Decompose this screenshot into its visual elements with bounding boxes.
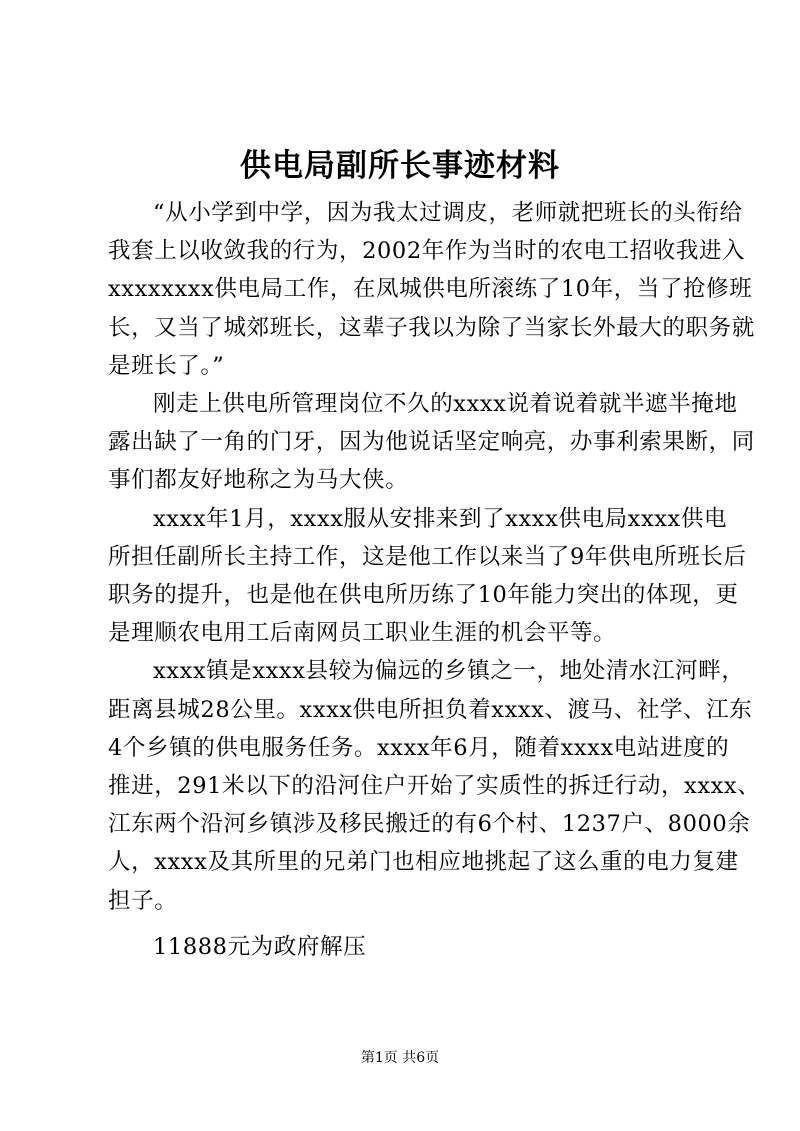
paragraph-4-line-6: 人，xxxx及其所里的兄弟门也相应地挑起了这么重的电力复建: [108, 849, 739, 875]
paragraph-5-line-1: 11888元为政府解压: [153, 934, 367, 960]
paragraph-4-line-7: 担子。: [108, 888, 178, 914]
paragraph-4-line-4: 推进，291米以下的沿河住户开始了实质性的拆迁行动，xxxx、: [108, 773, 761, 799]
paragraph-2-line-1: 刚走上供电所管理岗位不久的xxxx说着说着就半遮半掩地: [153, 391, 738, 417]
paragraph-4-line-2: 距离县城28公里。xxxx供电所担负着xxxx、渡马、社学、江东: [108, 697, 753, 723]
paragraph-3-line-3: 职务的提升，也是他在供电所历练了10年能力突出的体现，更: [108, 582, 739, 608]
paragraph-3-line-4: 是理顺农电用工后南网员工职业生涯的机会平等。: [108, 620, 617, 646]
paragraph-4-line-5: 江东两个沿河乡镇涉及移民搬迁的有6个村、1237户、8000余: [108, 811, 751, 837]
document-title: 供电局副所长事迹材料: [240, 148, 560, 184]
paragraph-4-line-1: xxxx镇是xxxx县较为偏远的乡镇之一，地处清水江河畔，: [153, 658, 745, 684]
paragraph-1-line-5: 是班长了。”: [108, 353, 225, 379]
paragraph-2-line-3: 事们都友好地称之为马大侠。: [108, 467, 409, 493]
paragraph-3-line-2: 所担任副所长主持工作，这是他工作以来当了9年供电所班长后: [108, 544, 747, 570]
page-footer: 第1页 共6页: [360, 1050, 440, 1066]
paragraph-3-line-1: xxxx年1月，xxxx服从安排来到了xxxx供电局xxxx供电: [153, 506, 728, 532]
paragraph-1-line-3: xxxxxxxx供电局工作，在凤城供电所滚练了10年，当了抢修班: [108, 276, 753, 302]
paragraph-4-line-3: 4个乡镇的供电服务任务。xxxx年6月，随着xxxx电站进度的: [108, 735, 730, 761]
paragraph-1-line-4: 长，又当了城郊班长，这辈子我以为除了当家长外最大的职务就: [108, 315, 755, 341]
paragraph-1-line-2: 我套上以收敛我的行为，2002年作为当时的农电工招收我进入: [108, 238, 746, 264]
paragraph-1-line-1: “从小学到中学，因为我太过调皮，老师就把班长的头衔给: [153, 200, 743, 226]
paragraph-2-line-2: 露出缺了一角的门牙，因为他说话坚定响亮，办事利索果断，同: [108, 429, 755, 455]
